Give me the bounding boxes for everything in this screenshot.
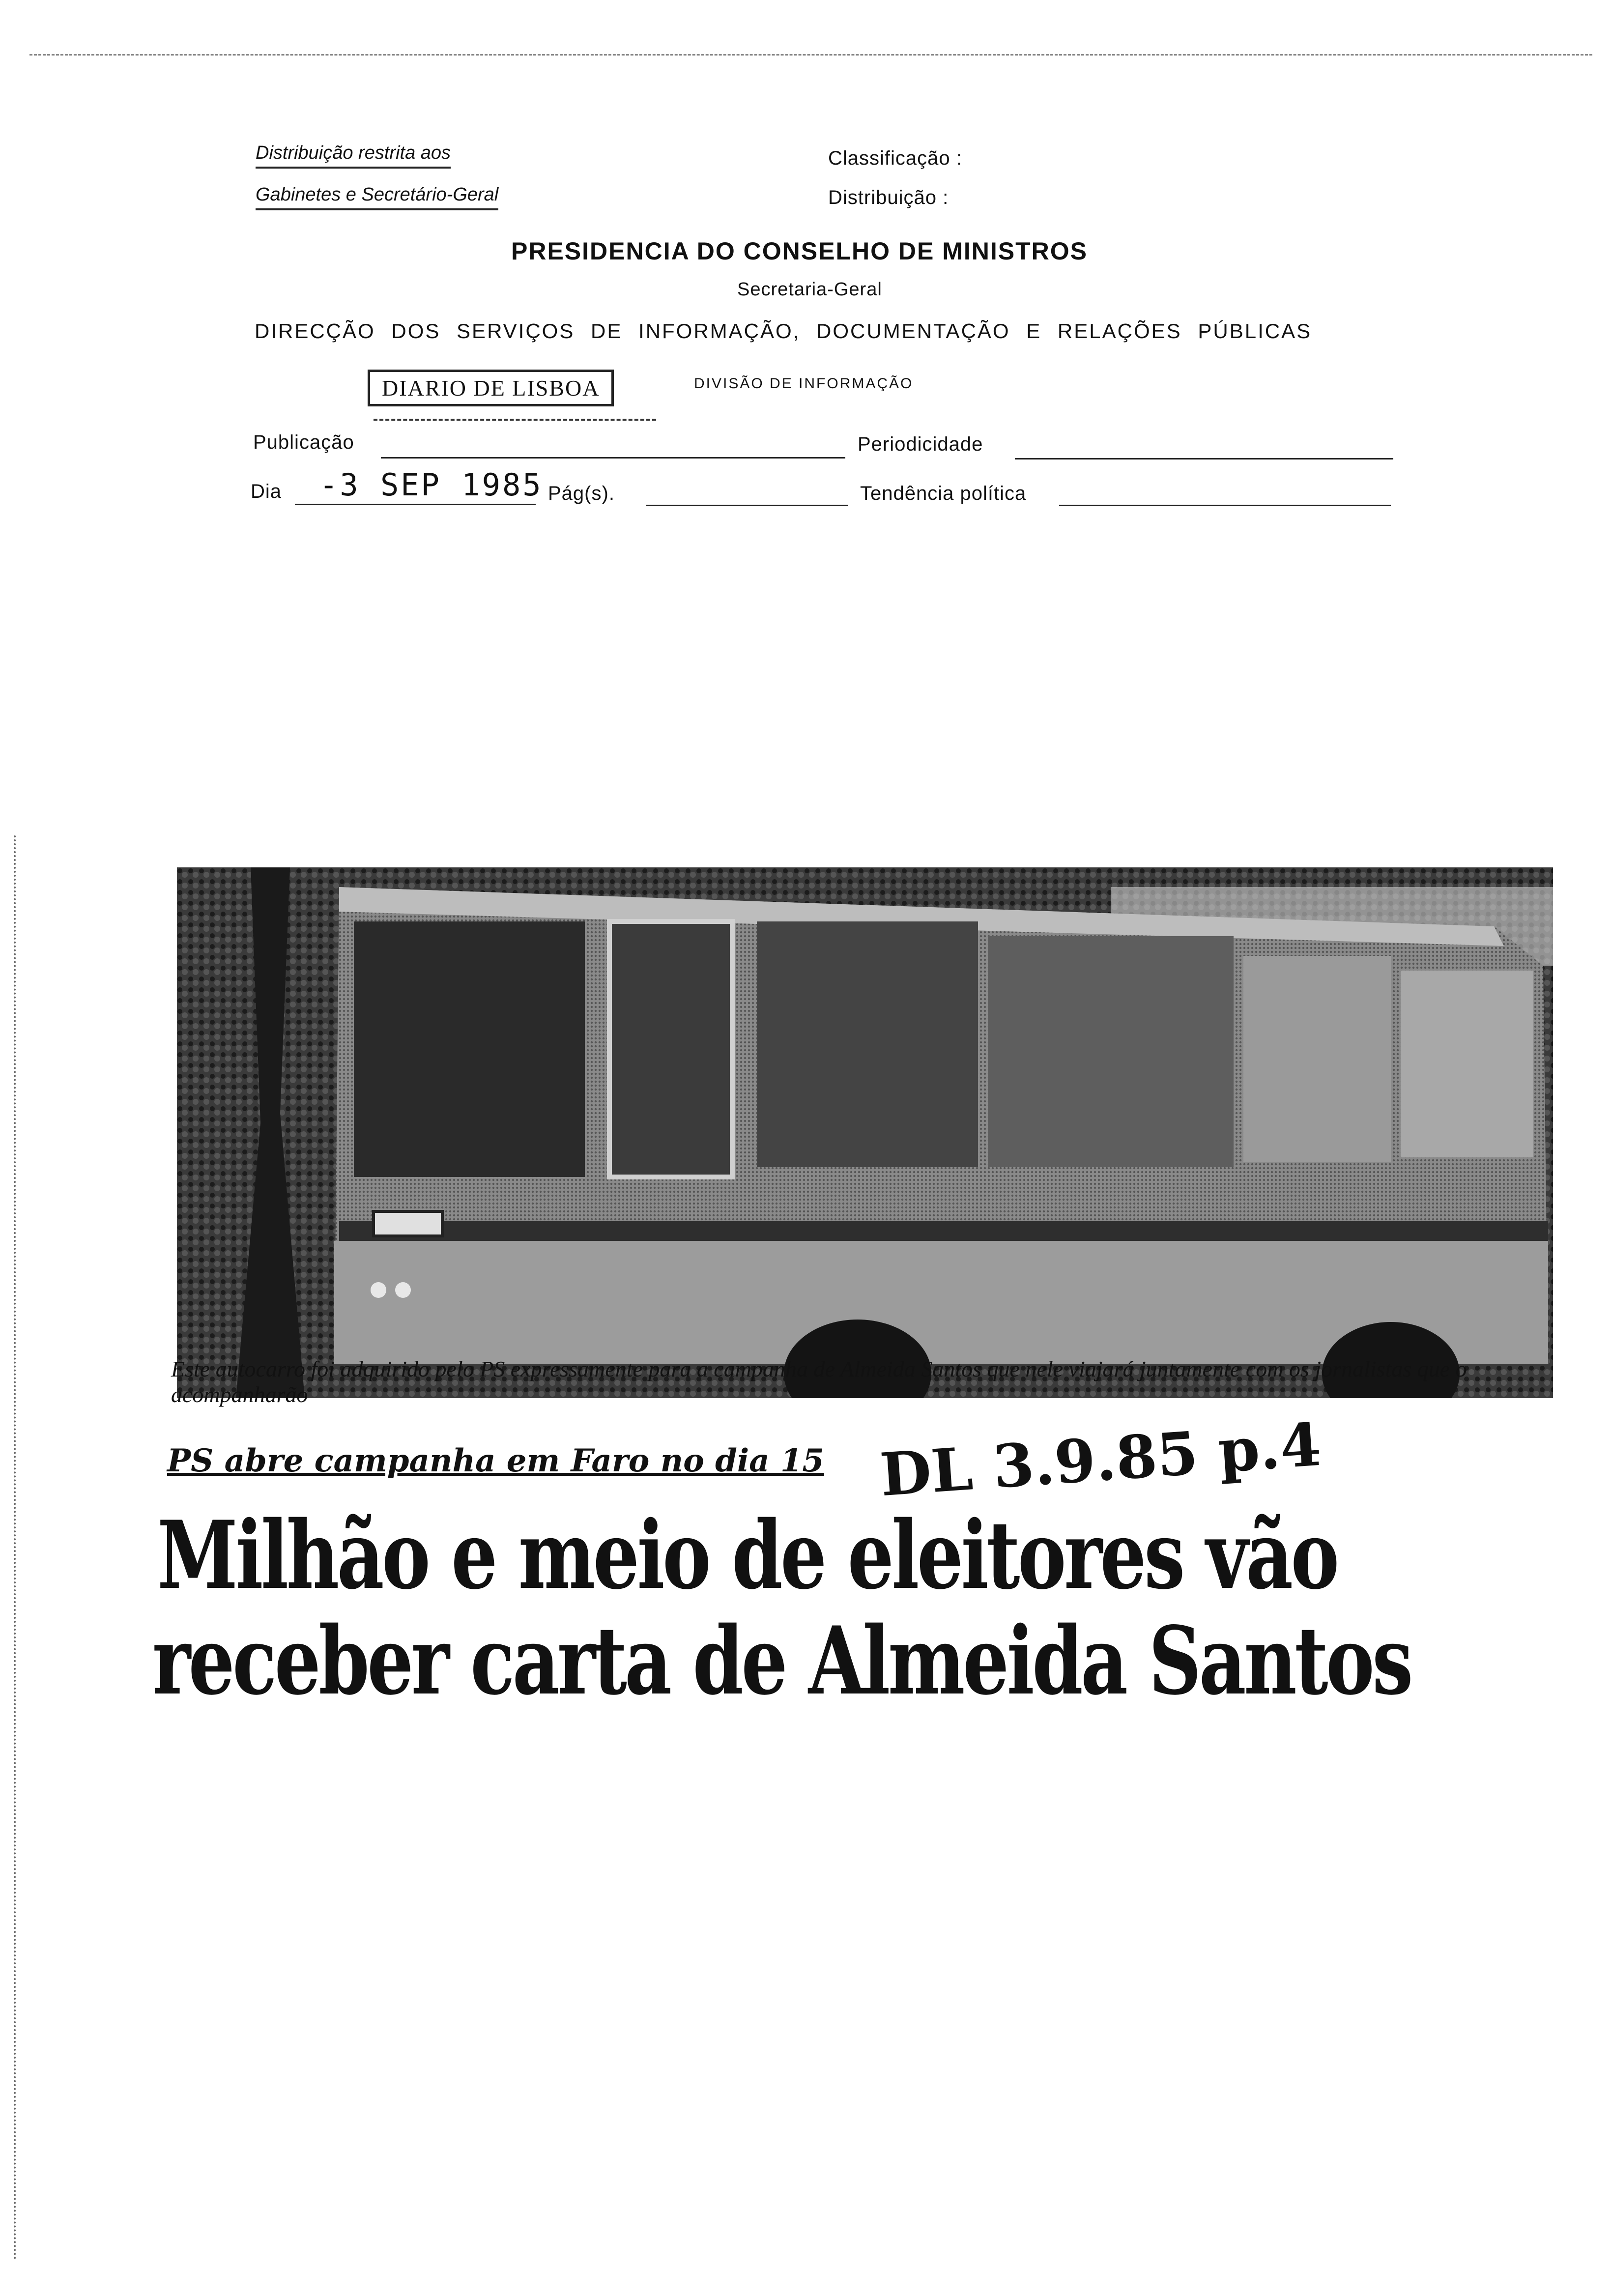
periodicidade-line (1015, 458, 1393, 459)
divisao-label: DIVISÃO DE INFORMAÇÃO (694, 375, 914, 392)
classificacao-label: Classificação : (828, 147, 962, 169)
bus-photo (177, 867, 1553, 1398)
scan-top-artifact (29, 54, 1592, 56)
publication-stamp: DIARIO DE LISBOA (368, 370, 614, 406)
handwritten-reference: DL 3.9.85 p.4 (878, 1409, 1324, 1510)
pags-line (646, 505, 848, 506)
publicacao-label: Publicação (253, 431, 354, 453)
scan-edge-artifact (14, 835, 18, 2261)
distribution-note-line1: Distribuição restrita aos (256, 143, 451, 169)
page-title: PRESIDENCIA DO CONSELHO DE MINISTROS (511, 237, 1088, 265)
page-subtitle: Secretaria-Geral (737, 279, 882, 300)
publicacao-line (381, 457, 845, 459)
photo-caption: Este autocarro foi adquirido pelo PS expressamente para a campanha de Almeida Santos que nele viajará juntamente com os jornalistas que o acompanharão (171, 1356, 1467, 1407)
headline-line1: Milhão e meio de eleitores vão (157, 1500, 1337, 1610)
date-stamp: -3 SEP 1985 (319, 467, 543, 503)
distribuicao-label: Distribuição : (828, 187, 949, 208)
tendencia-label: Tendência política (860, 483, 1027, 504)
headline-line2: receber carta de Almeida Santos (152, 1606, 1411, 1716)
pags-label: Pág(s). (548, 483, 615, 504)
article-kicker: PS abre campanha em Faro no dia 15 (167, 1442, 824, 1479)
direccao-heading: DIRECÇÃO DOS SERVIÇOS DE INFORMAÇÃO, DOCUMENTAÇÃO E RELAÇÕES PÚBLICAS (255, 319, 1312, 343)
tendencia-line (1059, 505, 1391, 506)
stamp-underline (374, 419, 656, 421)
bus-photo-graphic (177, 867, 1553, 1398)
dia-line (295, 504, 536, 505)
distribution-note-line2: Gabinetes e Secretário-Geral (256, 184, 498, 210)
dia-label: Dia (251, 481, 282, 502)
periodicidade-label: Periodicidade (858, 433, 983, 455)
